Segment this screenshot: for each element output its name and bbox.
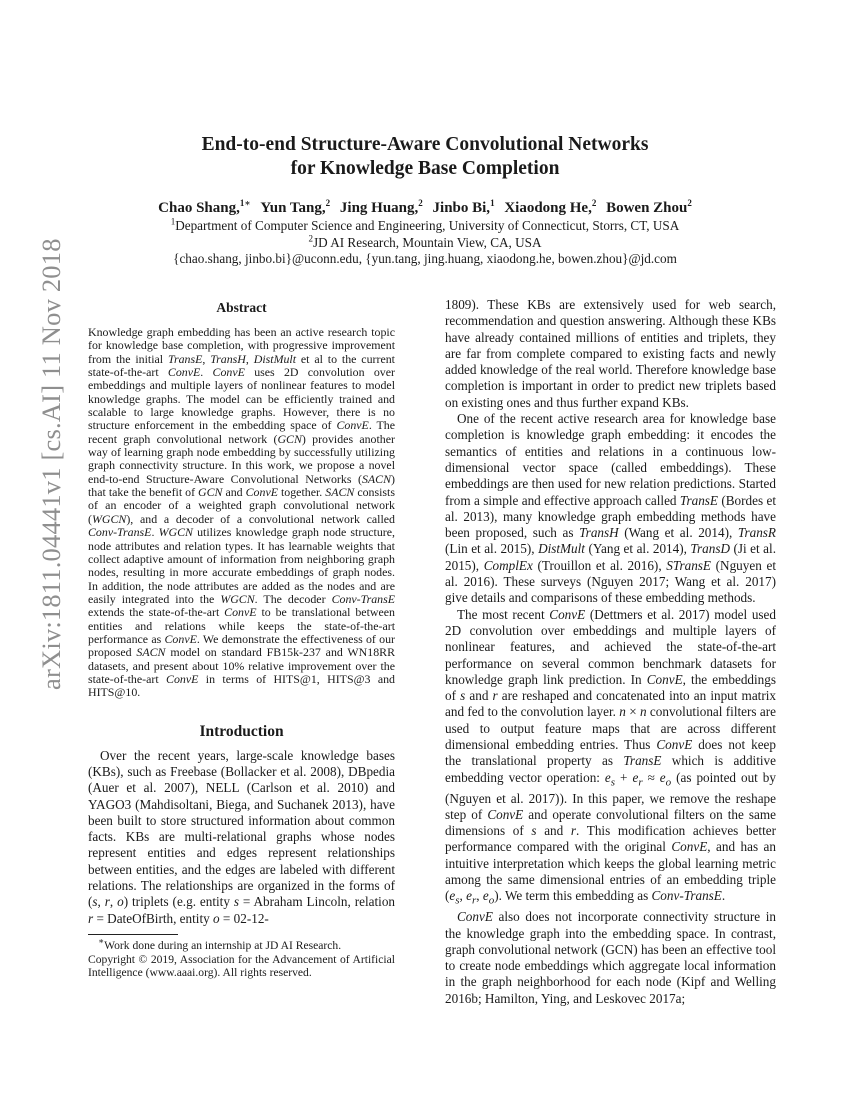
author: Bowen Zhou$^2$ (606, 198, 692, 216)
author: Jing Huang,$^2$ (339, 198, 423, 216)
author: Xiaodong He,$^2$ (504, 198, 597, 216)
intro-paragraph: Over the recent years, large-scale knowledge bases (KBs), such as Freebase (Bollacker et al. 2008), DBpedia (Auer et al. 2007), NELL (Carlson et al. 2010) and YAGO3 (Mahdisoltani, Biega, and Suchanek 2013), have been built to store structured information about common facts. KBs are multi-relational graphs whose nodes represent entities and edges represent relationships between entities, and the edges are labeled with different relations. The relationships are organized in the forms of (s, r, o) triplets (e.g. entity s = Abraham Lincoln, relation r = DateOfBirth, entity o = 02-12- (88, 747, 396, 926)
footnote-divider (88, 934, 178, 935)
author-list (0, 200, 850, 217)
affiliations (0, 218, 850, 268)
intro-paragraph: The most recent ConvE (Dettmers et al. 2017) model used 2D convolution over embeddings and multiple layers of nonlinear features, and achieved the state-of-the-art performance on several common benchmark datasets for knowledge graph link prediction. In ConvE, the embeddings of s and r are reshaped and concatenated into an input matrix and fed to the convolution layer. n × n convolutional filters are used to output feature maps that are across different dimensional embedding entries. Thus ConvE does not keep the translational property as TransE which is additive embedding vector operation: $e_s + e_r \approx e_o$ (as pointed out by (Nguyen et al. 2017)). In this paper, we remove the reshape step of ConvE and operate convolutional filters on the same dimensions of s and r. This modification achieves better performance compared with the original ConvE, and has an intuitive interpretation which keeps the global learning metric among the same dimensional entries of an embedding triple ($e_s$, $e_r$, $e_o$). We term this embedding as Conv-TransE. (445, 606, 777, 907)
right-column (445, 297, 776, 1007)
paper-title (0, 133, 850, 181)
abstract-text: Knowledge graph embedding has been an active research topic for knowledge base completion, with progressive improvement from the initial TransE, TransH, DistMult et al to the current state-of-the-art ConvE. ConvE uses 2D convolution over embeddings and multiple layers of nonlinear features to model knowledge graphs. The model can be efficiently trained and scalable to large knowledge graphs. However, there is no structure enforcement in the embedding space of ConvE. The recent graph convolutional network (GCN) provides another way of learning graph node embedding by successfully utilizing graph connectivity structure. In this work, we propose a novel end-to-end Structure-Aware Convolutional Networks (SACN) that take the benefit of GCN and ConvE together. SACN consists of an encoder of a weighted graph convolutional network (WGCN), and a decoder of a convolutional network called Conv-TransE. WGCN utilizes knowledge graph node structure, node attributes and relation types. It has learnable weights that collect adaptive amount of information from neighboring graph nodes, resulting in more accurate embeddings of graph nodes. In addition, the node attributes are added as the nodes and are easily integrated into the WGCN. The decoder Conv-TransE extends the state-of-the-art ConvE to be translational between entities and relations while keeps the state-of-the-art performance as ConvE. We demonstrate the effectiveness of our proposed SACN model on standard FB15k-237 and WN18RR datasets, and present about 10% relative improvement over the state-of-the-art ConvE in terms of HITS@1, HITS@3 and HITS@10. (88, 325, 396, 700)
introduction-heading: Introduction (199, 722, 284, 740)
affiliation-2: $^2$JD AI Research, Mountain View, CA, USA (308, 233, 542, 250)
arxiv-identifier: arXiv:1811.04441v1 [cs.AI] 11 Nov 2018 (36, 238, 66, 690)
author: Chao Shang,$^{1∗}$ (158, 198, 251, 216)
affiliation-1: $^1$Department of Computer Science and Engineering, University of Connecticut, Storrs, CT, USA (170, 216, 680, 233)
intro-paragraph: 1809). These KBs are extensively used for web search, recommendation and question answering. Although these KBs have already contained millions of entities and triplets, they are far from complete compared to existing facts and newly added knowledge of the real world. Therefore knowledge base completion is important in order to predict new triplets based on existing ones and thus further expand KBs. (445, 297, 776, 410)
copyright-notice: Copyright © 2019, Association for the Advancement of Artificial Intelligence (www.aaai.org). All rights reserved. (88, 952, 395, 980)
abstract-heading: Abstract (216, 300, 267, 315)
author-emails: {chao.shang, jinbo.bi}@uconn.edu, {yun.tang, jing.huang, xiaodong.he, bowen.zhou}@jd.com (173, 251, 677, 267)
title-line-2: for Knowledge Base Completion (290, 158, 560, 179)
footnote-note: ∗Work done during an internship at JD AI Research. (98, 936, 342, 952)
left-column (88, 300, 395, 980)
title-line-1: End-to-end Structure-Aware Convolutional Networks (201, 134, 649, 155)
footnote (88, 936, 395, 980)
intro-paragraph: ConvE also does not incorporate connectivity structure in the knowledge graph into the embedding space. In contrast, graph convolutional network (GCN) has been an effective tool to create node embeddings which aggregate local information in the graph neighborhood for each node (Kipf and Welling 2016b; Hamilton, Ying, and Leskovec 2017a; (445, 909, 776, 1006)
author: Jinbo Bi,$^1$ (432, 198, 495, 216)
intro-paragraph: One of the recent active research area for knowledge base completion is knowledge graph embedding: it encodes the semantics of entities and relations in a continuous low-dimensional vector space (called embeddings). These embeddings are then used for new relation predictions. Started from a simple and effective approach called TransE (Bordes et al. 2013), many knowledge graph embedding methods have been proposed, such as TransH (Wang et al. 2014), TransR (Lin et al. 2015), DistMult (Yang et al. 2014), TransD (Ji et al. 2015), ComplEx (Trouillon et al. 2016), STransE (Nguyen et al. 2016). These surveys (Nguyen 2017; Wang et al. 2017) give details and comparisons of these embedding methods. (445, 411, 776, 606)
author: Yun Tang,$^2$ (260, 198, 331, 216)
